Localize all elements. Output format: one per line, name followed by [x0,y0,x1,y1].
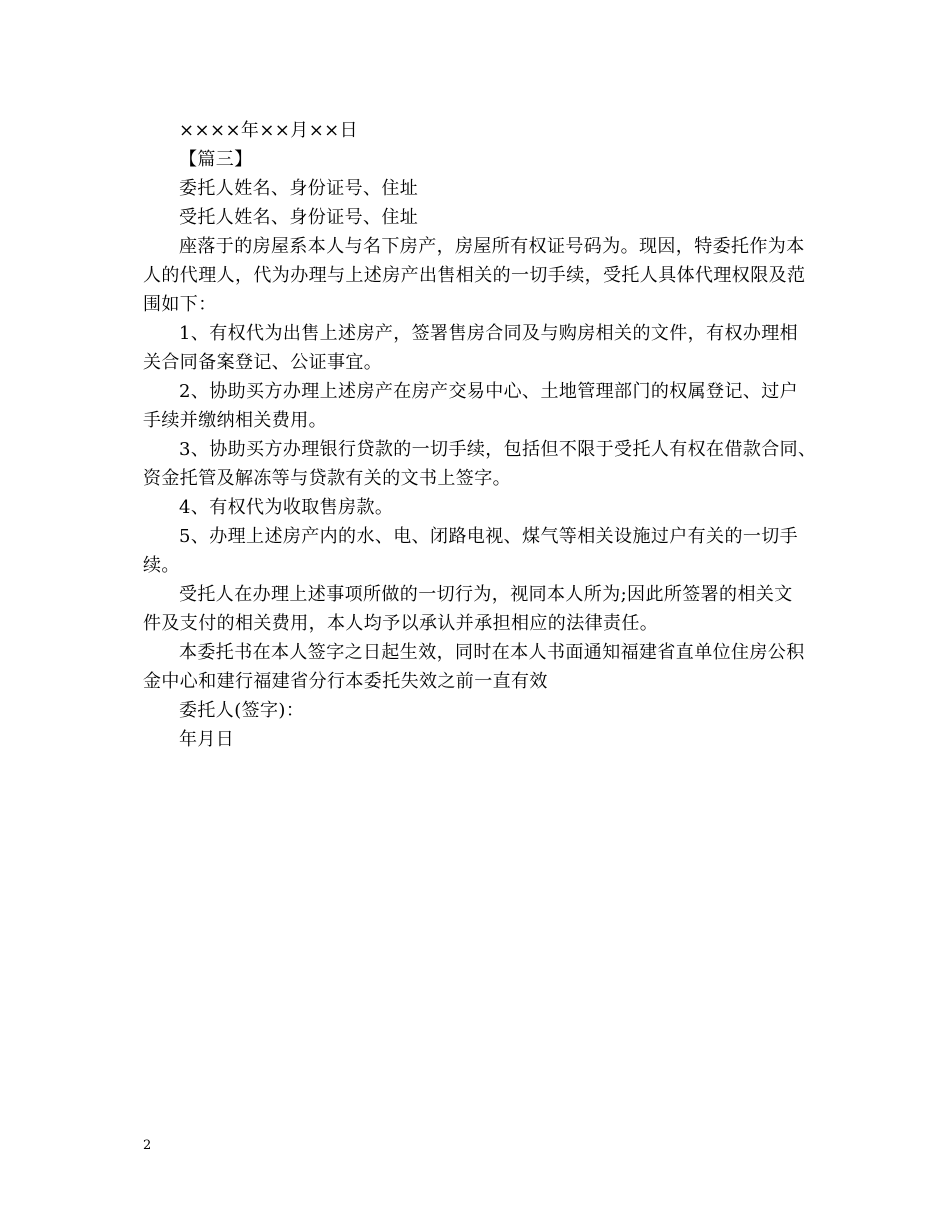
intro-line-2: 人的代理人，代为办理与上述房产出售相关的一切手续，受托人具体代理权限及范 [143,265,806,286]
responsibility-paragraph [143,580,813,638]
section-title: 【篇三】 [179,149,253,170]
signature-date: 年月日 [179,729,235,750]
list-item-2-line-2: 手续并缴纳相关费用。 [143,410,327,431]
page-number: 2 [143,1138,152,1153]
agent-info: 受托人姓名、身份证号、住址 [179,207,419,228]
list-item-4 [143,493,813,522]
responsibility-line-1: 受托人在办理上述事项所做的一切行为，视同本人所为;因此所签署的相关文 [179,584,793,605]
list-item-1-line-1: 1、有权代为出售上述房产，签署售房合同及与购房相关的文件，有权办理相 [179,323,799,344]
list-item-5-line-2: 续。 [143,555,180,576]
validity-paragraph [143,638,813,696]
list-item-3 [143,435,817,493]
validity-line-2: 金中心和建行福建省分行本委托失效之前一直有效 [143,671,548,692]
document-body [143,116,817,754]
list-item-3-line-2: 资金托管及解冻等与贷款有关的文书上签字。 [143,468,511,489]
list-item-1 [143,319,813,377]
list-item-2-line-1: 2、协助买方办理上述房产在房产交易中心、土地管理部门的权属登记、过户 [179,381,799,402]
list-item-5-line-1: 5、办理上述房产内的水、电、闭路电视、煤气等相关设施过户有关的一切手 [179,526,799,547]
list-item-2 [143,377,813,435]
validity-line-1: 本委托书在本人签字之日起生效，同时在本人书面通知福建省直单位住房公积 [179,642,805,663]
principal-info: 委托人姓名、身份证号、住址 [179,178,419,199]
intro-line-3: 围如下： [143,294,217,315]
responsibility-line-2: 件及支付的相关费用，本人均予以承认并承担相应的法律责任。 [143,613,659,634]
list-item-1-line-2: 关合同备案登记、公证事宜。 [143,352,383,373]
intro-paragraph [143,232,813,319]
date-line: ××××年××月××日 [179,120,359,141]
intro-line-1: 座落于的房屋系本人与名下房产，房屋所有权证号码为。现因，特委托作为本 [179,236,805,257]
list-item-5 [143,522,813,580]
signature-label: 委托人(签字)： [179,700,305,721]
list-item-3-line-1: 3、协助买方办理银行贷款的一切手续，包括但不限于受托人有权在借款合同、 [179,439,817,460]
list-item-4-line-1: 4、有权代为收取售房款。 [179,497,394,518]
